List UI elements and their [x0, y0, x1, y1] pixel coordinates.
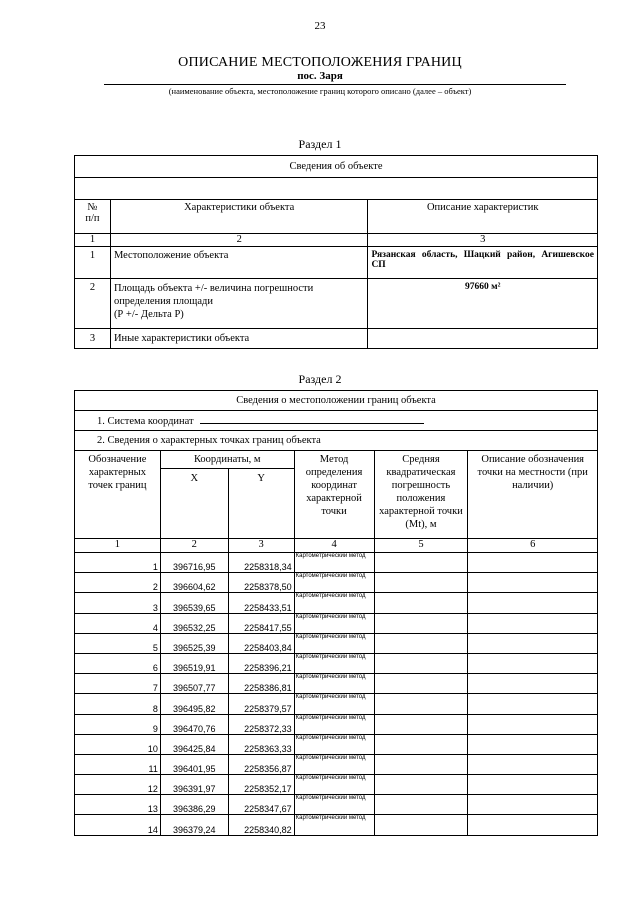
point-description — [468, 613, 598, 633]
point-method: Картометрический метод — [294, 653, 374, 673]
header-designation: Обозначение характерных точек границ — [75, 451, 161, 539]
characteristic-value: 97660 м² — [368, 279, 598, 329]
point-y: 2258378,50 — [228, 573, 294, 593]
table-row — [75, 815, 598, 835]
point-description — [468, 795, 598, 815]
point-number: 13 — [75, 795, 161, 815]
point-number: 10 — [75, 734, 161, 754]
point-x: 396386,29 — [160, 795, 228, 815]
col-number: 6 — [468, 539, 598, 553]
point-number: 1 — [75, 553, 161, 573]
points-label: 2. Сведения о характерных точках границ объекта — [75, 431, 598, 451]
point-description — [468, 815, 598, 835]
object-name-underline — [104, 84, 566, 85]
points-table-body — [75, 553, 598, 836]
section2-table-title: Сведения о местоположении границ объекта — [75, 391, 598, 411]
point-y: 2258372,33 — [228, 714, 294, 734]
table-row — [75, 795, 598, 815]
col-number: 2 — [160, 539, 228, 553]
point-method: Картометрический метод — [294, 593, 374, 613]
col-header-number: № п/п — [75, 200, 111, 234]
point-accuracy — [374, 775, 468, 795]
section1-empty-row — [75, 178, 598, 200]
point-x: 396525,39 — [160, 633, 228, 653]
point-number: 3 — [75, 593, 161, 613]
point-accuracy — [374, 573, 468, 593]
point-description — [468, 775, 598, 795]
section2-table — [74, 390, 598, 836]
table-row — [75, 633, 598, 653]
point-number: 6 — [75, 653, 161, 673]
point-y: 2258318,34 — [228, 553, 294, 573]
table-row — [75, 653, 598, 673]
point-y: 2258340,82 — [228, 815, 294, 835]
col-number: 1 — [75, 539, 161, 553]
characteristic-name: Иные характеристики объекта — [110, 329, 368, 349]
point-description — [468, 573, 598, 593]
point-number: 14 — [75, 815, 161, 835]
header-x: X — [160, 469, 228, 539]
characteristic-name: Местоположение объекта — [110, 247, 368, 279]
point-number: 5 — [75, 633, 161, 653]
col-number: 3 — [228, 539, 294, 553]
object-caption: (наименование объекта, местоположение границ которого описано (далее – объект) — [168, 86, 472, 96]
section2-heading: Раздел 2 — [298, 372, 342, 386]
point-number: 9 — [75, 714, 161, 734]
point-method: Картометрический метод — [294, 754, 374, 774]
point-y: 2258396,21 — [228, 653, 294, 673]
point-accuracy — [374, 653, 468, 673]
table-row — [75, 674, 598, 694]
point-x: 396539,65 — [160, 593, 228, 613]
table-row — [75, 694, 598, 714]
point-y: 2258363,33 — [228, 734, 294, 754]
coord-system-blank — [200, 414, 424, 424]
point-accuracy — [374, 553, 468, 573]
table-row — [75, 593, 598, 613]
row-number: 2 — [75, 279, 111, 329]
point-accuracy — [374, 674, 468, 694]
point-method: Картометрический метод — [294, 734, 374, 754]
section1-table-title: Сведения об объекте — [75, 156, 598, 178]
point-description — [468, 674, 598, 694]
col-number: 4 — [294, 539, 374, 553]
point-number: 8 — [75, 694, 161, 714]
point-x: 396425,84 — [160, 734, 228, 754]
coord-system-row — [75, 411, 598, 431]
coord-system-label: 1. Система координат — [97, 416, 194, 427]
row-number: 3 — [75, 329, 111, 349]
point-description — [468, 593, 598, 613]
point-method: Картометрический метод — [294, 633, 374, 653]
point-description — [468, 553, 598, 573]
table-row — [75, 714, 598, 734]
point-description — [468, 633, 598, 653]
point-method: Картометрический метод — [294, 795, 374, 815]
point-description — [468, 714, 598, 734]
point-x: 396532,25 — [160, 613, 228, 633]
table-row — [75, 734, 598, 754]
characteristic-value: Рязанская область, Шацкий район, Агишевское СП — [368, 247, 598, 279]
point-method: Картометрический метод — [294, 674, 374, 694]
table-row — [75, 775, 598, 795]
point-y: 2258352,17 — [228, 775, 294, 795]
point-description — [468, 734, 598, 754]
point-x: 396379,24 — [160, 815, 228, 835]
table-row — [75, 754, 598, 774]
section1-table — [74, 155, 598, 349]
col-header-description: Описание характеристик — [368, 200, 598, 234]
col-header-characteristics: Характеристики объекта — [110, 200, 368, 234]
point-method: Картометрический метод — [294, 694, 374, 714]
point-x: 396519,91 — [160, 653, 228, 673]
col-number: 3 — [368, 234, 598, 247]
point-accuracy — [374, 795, 468, 815]
point-accuracy — [374, 734, 468, 754]
object-name: пос. Заря — [297, 70, 343, 82]
point-y: 2258356,87 — [228, 754, 294, 774]
table-row — [75, 573, 598, 593]
point-number: 4 — [75, 613, 161, 633]
point-description — [468, 754, 598, 774]
point-method: Картометрический метод — [294, 815, 374, 835]
col-number: 5 — [374, 539, 468, 553]
header-coordinates: Координаты, м — [160, 451, 294, 469]
point-y: 2258379,57 — [228, 694, 294, 714]
section1-heading: Раздел 1 — [298, 137, 342, 151]
point-x: 396401,95 — [160, 754, 228, 774]
page-number: 23 — [314, 20, 326, 32]
table-row — [75, 553, 598, 573]
row-number: 1 — [75, 247, 111, 279]
point-method: Картометрический метод — [294, 775, 374, 795]
document-title: ОПИСАНИЕ МЕСТОПОЛОЖЕНИЯ ГРАНИЦ — [178, 55, 462, 70]
point-number: 12 — [75, 775, 161, 795]
point-accuracy — [374, 815, 468, 835]
point-method: Картометрический метод — [294, 573, 374, 593]
point-number: 2 — [75, 573, 161, 593]
point-number: 11 — [75, 754, 161, 774]
header-y: Y — [228, 469, 294, 539]
table-row — [75, 613, 598, 633]
point-x: 396470,76 — [160, 714, 228, 734]
point-x: 396716,95 — [160, 553, 228, 573]
point-x: 396391,97 — [160, 775, 228, 795]
point-accuracy — [374, 633, 468, 653]
point-method: Картометрический метод — [294, 553, 374, 573]
point-method: Картометрический метод — [294, 613, 374, 633]
point-x: 396604,62 — [160, 573, 228, 593]
point-x: 396495,82 — [160, 694, 228, 714]
point-y: 2258347,67 — [228, 795, 294, 815]
point-y: 2258386,81 — [228, 674, 294, 694]
col-number: 1 — [75, 234, 111, 247]
point-accuracy — [374, 613, 468, 633]
point-accuracy — [374, 694, 468, 714]
point-y: 2258433,51 — [228, 593, 294, 613]
characteristic-name: Площадь объекта +/- величина погрешности определения площади (Р +/- Дельта Р) — [110, 279, 368, 329]
point-method: Картометрический метод — [294, 714, 374, 734]
point-accuracy — [374, 754, 468, 774]
point-x: 396507,77 — [160, 674, 228, 694]
point-description — [468, 653, 598, 673]
point-accuracy — [374, 593, 468, 613]
point-description — [468, 694, 598, 714]
col-number: 2 — [110, 234, 368, 247]
point-accuracy — [374, 714, 468, 734]
point-number: 7 — [75, 674, 161, 694]
point-y: 2258417,55 — [228, 613, 294, 633]
header-description: Описание обозначения точки на местности (при наличии) — [468, 451, 598, 539]
characteristic-value — [368, 329, 598, 349]
header-accuracy: Средняя квадратическая погрешность положения характерной точки (Mt), м — [374, 451, 468, 539]
header-method: Метод определения координат характерной точки — [294, 451, 374, 539]
point-y: 2258403,84 — [228, 633, 294, 653]
